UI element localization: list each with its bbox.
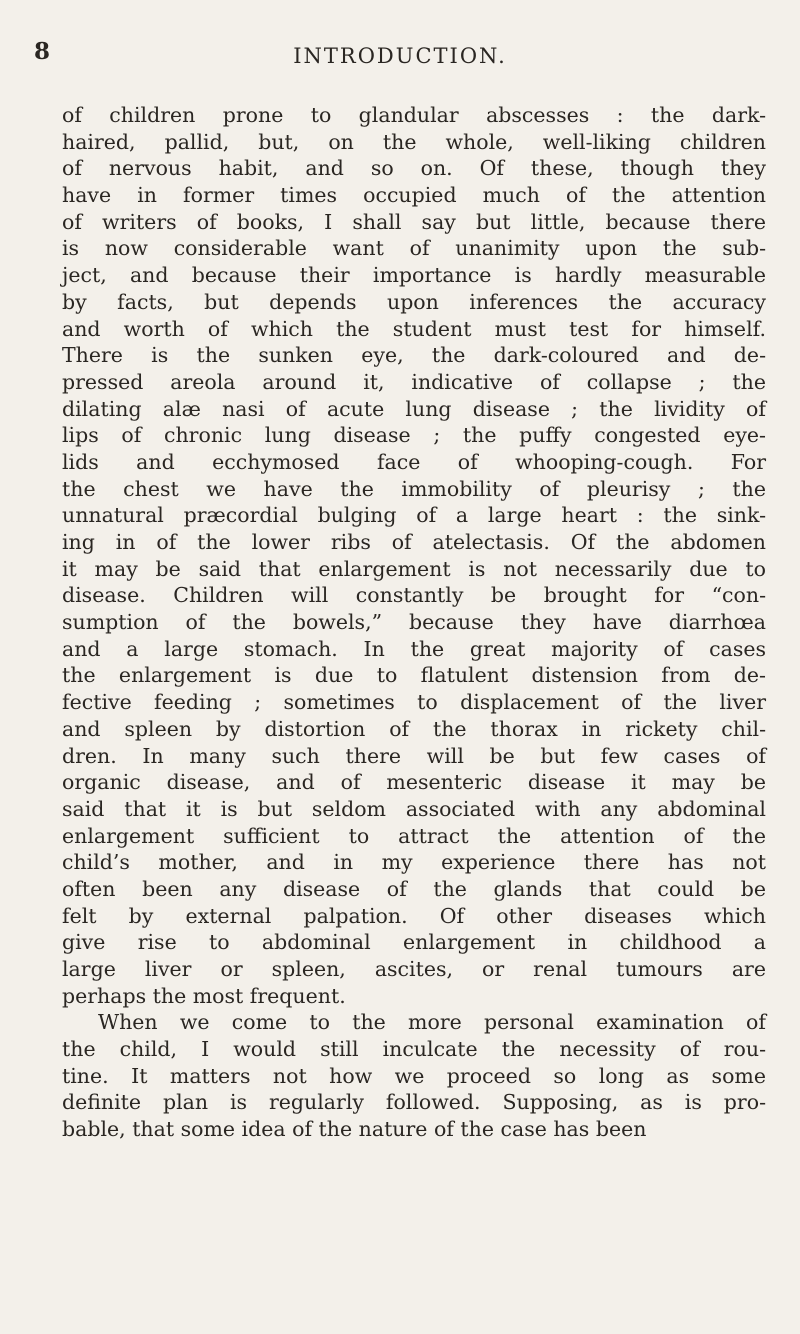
- text-line: by facts, but depends upon inferences the accuracy: [62, 289, 766, 314]
- text-line: ject, and because their importance is hardly measurable: [62, 263, 766, 288]
- text-line: and worth of which the student must test for himself.: [62, 316, 766, 341]
- text-line: and spleen by distortion of the thorax in rickety chil-: [62, 716, 766, 741]
- text-line: is now considerable want of unanimity upon the sub-: [62, 236, 766, 261]
- text-line: haired, pallid, but, on the whole, well-liking children: [62, 129, 766, 154]
- text-line: organic disease, and of mesenteric disease it may be: [62, 770, 766, 795]
- running-head: INTRODUCTION.: [293, 44, 507, 68]
- text-line: and a large stomach. In the great majority of cases: [62, 636, 766, 661]
- text-line: felt by external palpation. Of other diseases which: [62, 903, 766, 928]
- text-line: bable, that some idea of the nature of the case has been: [62, 1117, 647, 1142]
- text-line: pressed areola around it, indicative of collapse ; the: [62, 369, 766, 394]
- text-line: the enlargement is due to flatulent distension from de-: [62, 663, 766, 688]
- text-line: sumption of the bowels,” because they have diarrhœa: [62, 610, 766, 635]
- paragraph: [62, 1009, 766, 1142]
- text-line: tine. It matters not how we proceed so long as some: [62, 1063, 766, 1088]
- text-line: perhaps the most frequent.: [62, 983, 346, 1008]
- text-line: it may be said that enlargement is not necessarily due to: [62, 556, 766, 581]
- text-line: ing in of the lower ribs of atelectasis. Of the abdomen: [62, 530, 766, 554]
- text-line: There is the sunken eye, the dark-coloured and de-: [62, 343, 766, 368]
- text-line: said that it is but seldom associated with any abdominal: [62, 796, 766, 821]
- text-line: dilating alæ nasi of acute lung disease ; the lividity of: [62, 396, 766, 421]
- page-header: [0, 38, 800, 78]
- text-line: dren. In many such there will be but few cases of: [62, 743, 766, 768]
- page-number: 8: [34, 38, 51, 65]
- text-line: of nervous habit, and so on. Of these, though they: [62, 156, 766, 181]
- text-line: the chest we have the immobility of pleurisy ; the: [62, 476, 766, 501]
- text-line: often been any disease of the glands that could be: [62, 876, 766, 901]
- text-line: enlargement sufficient to attract the attention of the: [62, 823, 766, 848]
- text-line: When we come to the more personal examination of: [98, 1010, 766, 1035]
- text-line: disease. Children will constantly be brought for “con-: [62, 583, 766, 608]
- paragraph: [62, 102, 766, 1009]
- text-line: unnatural præcordial bulging of a large heart : the sink-: [62, 503, 766, 528]
- text-line: lips of chronic lung disease ; the puffy congested eye-: [62, 423, 766, 448]
- text-line: lids and ecchymosed face of whooping-cough. For: [62, 449, 766, 474]
- text-line: large liver or spleen, ascites, or renal tumours are: [62, 957, 766, 981]
- text-line: the child, I would still inculcate the necessity of rou-: [62, 1037, 766, 1062]
- text-line: definite plan is regularly followed. Supposing, as is pro-: [62, 1090, 766, 1115]
- text-line: child’s mother, and in my experience there has not: [62, 850, 766, 875]
- text-line: give rise to abdominal enlargement in childhood a: [62, 930, 766, 955]
- text-line: of writers of books, I shall say but little, because there: [62, 209, 766, 234]
- text-line: fective feeding ; sometimes to displacement of the liver: [62, 690, 766, 715]
- body-text: [62, 102, 766, 1143]
- text-line: have in former times occupied much of the attention: [62, 183, 766, 208]
- text-line: of children prone to glandular abscesses : the dark-: [62, 103, 766, 127]
